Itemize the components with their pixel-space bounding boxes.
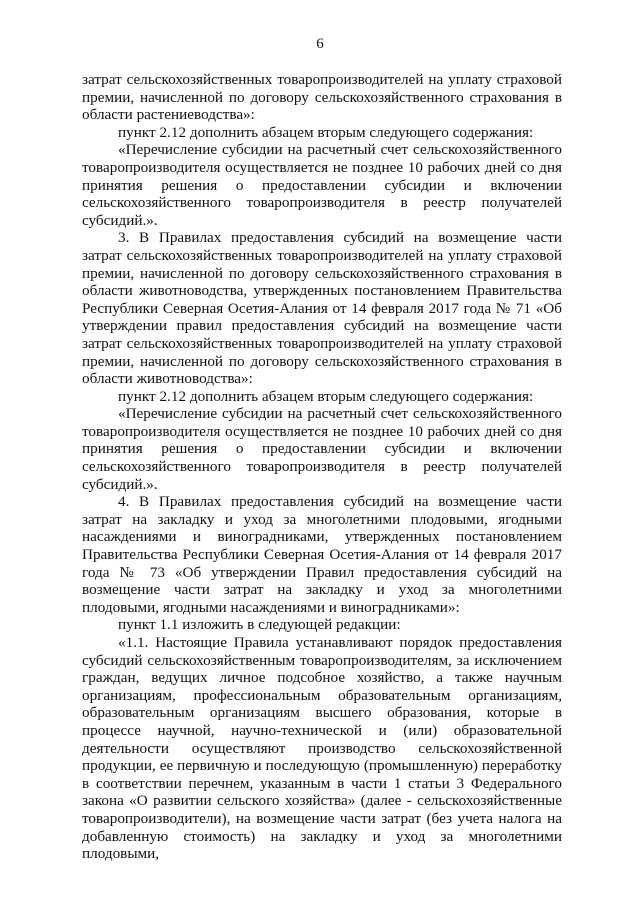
document-body [82,71,562,863]
paragraph-item-2-12-amend: пункт 2.12 дополнить абзацем вторым следующего содержания: [118,123,534,141]
page-number: 6 [316,36,324,52]
paragraph-section-4: 4. В Правилах предоставления субсидий на возмещение части затрат на закладку и уход за многолетними плодовыми, ягодными насаждениями и виноградниками, утвержденных постановлением Правительства Республики Северная Осетия-Алания от 14 февраля 2017 года № 73 «Об утверждении Правил предоставления субсидий на возмещение части затрат на закладку и уход за многолетними плодовыми, ягодными насаждениями и виноградниками»: [82,493,562,616]
paragraph-section-3: 3. В Правилах предоставления субсидий на возмещение части затрат сельскохозяйственных товаропроизводителей на уплату страховой премии, начисленной по договору сельскохозяйственного страхования в области животноводства, утвержденных постановлением Правительства Республики Северная Осетия-Алания от 14 февраля 2017 года № 71 «Об утверждении правил предоставления субсидий на возмещение части затрат сельскохозяйственных товаропроизводителей на уплату страховой премии, начисленной по договору сельскохозяйственного страхования в области животноводства»: [82,229,562,388]
paragraph-quote-transfer: «Перечисление субсидии на расчетный счет сельскохозяйственного товаропроизводителя осуществляется не позднее 10 рабочих дней со дня принятия решения о предоставлении субсидии и включении сельскохозяйственного товаропроизводителя в реестр получателей субсидий.». [82,141,562,229]
paragraph-quote-1-1: «1.1. Настоящие Правила устанавливают порядок предоставления субсидий сельскохозяйственным товаропроизводителям, за исключением граждан, ведущих личное подсобное хозяйство, а также научным организациям, профессиональным образовательным организациям, образовательным организациям высшего образования, которые в процессе научной, научно-технической и (или) образовательной деятельности осуществляют производство сельскохозяйственной продукции, ее первичную и последующую (промышленную) переработку в соответствии перечнем, указанным в части 1 статьи 3 Федерального закона «О развитии сельского хозяйства» (далее - сельскохозяйственные товаропроизводители), на возмещение части затрат (без учета налога на добавленную стоимость) на закладку и уход за многолетними плодовыми, [82,634,562,863]
paragraph-item-1-1-amend: пункт 1.1 изложить в следующей редакции: [118,616,401,634]
paragraph-continuation: затрат сельскохозяйственных товаропроизводителей на уплату страховой премии, начисленной по договору сельскохозяйственного страхования в области растениеводства»: [82,71,562,124]
paragraph-quote-transfer: «Перечисление субсидии на расчетный счет сельскохозяйственного товаропроизводителя осуществляется не позднее 10 рабочих дней со дня принятия решения о предоставлении субсидии и включении сельскохозяйственного товаропроизводителя в реестр получателей субсидий.». [82,405,562,493]
paragraph-item-2-12-amend: пункт 2.12 дополнить абзацем вторым следующего содержания: [118,387,534,405]
